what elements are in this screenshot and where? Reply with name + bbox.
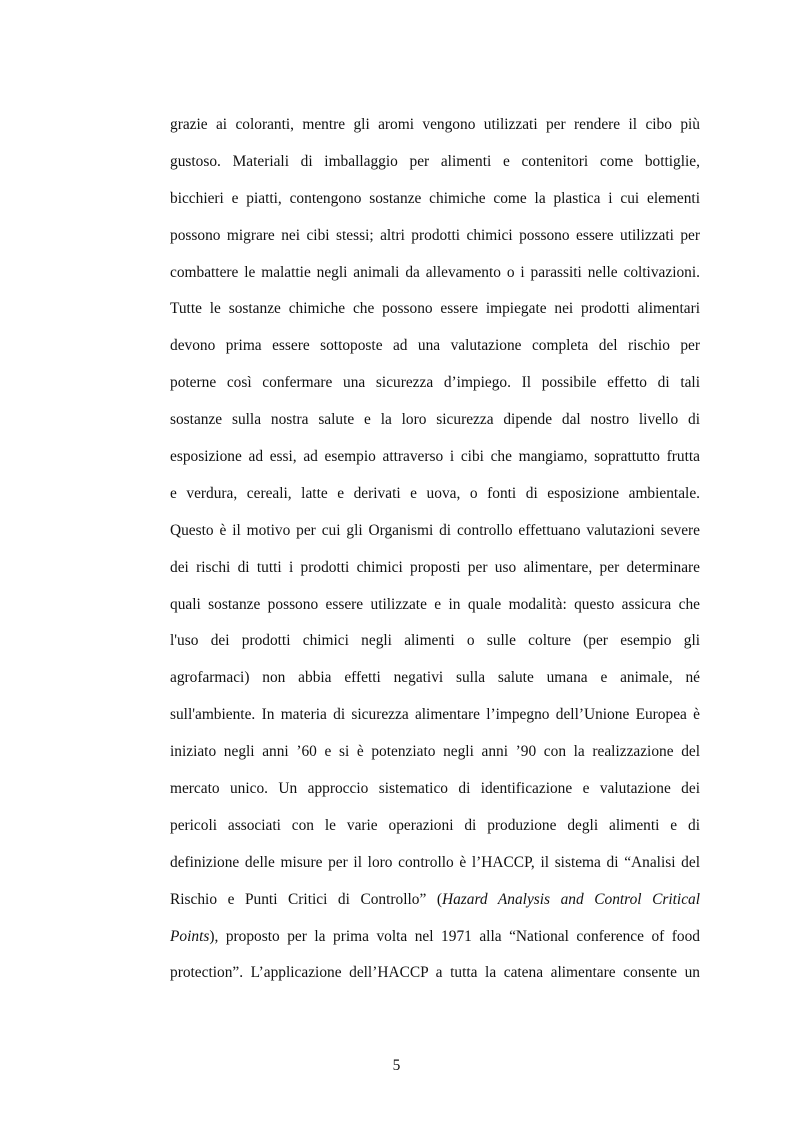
text-line: definizione delle misure per il loro controllo è l’HACCP, il sistema di “Analisi del — [170, 853, 700, 871]
text-line: pericoli associati con le varie operazioni di produzione degli alimenti e di — [170, 816, 700, 834]
text-segment: ), proposto per la prima volta nel 1971 alla “National conference of food — [209, 927, 700, 945]
text-line: Tutte le sostanze chimiche che possono essere impiegate nei prodotti alimentari — [170, 300, 700, 318]
text-line — [170, 882, 700, 919]
text-line: bicchieri e piatti, contengono sostanze chimiche come la plastica i cui elementi — [170, 189, 700, 207]
text-line: possono migrare nei cibi stessi; altri prodotti chimici possono essere utilizzati per — [170, 226, 700, 244]
text-line: poterne così confermare una sicurezza d’impiego. Il possibile effetto di tali — [170, 374, 700, 392]
italic-term: Hazard Analysis and Control Critical — [441, 890, 701, 908]
text-line: agrofarmaci) non abbia effetti negativi sulla salute umana e animale, né — [170, 669, 700, 687]
text-line: mercato unico. Un approccio sistematico di identificazione e valutazione dei — [170, 780, 700, 798]
page-number: 5 — [392, 1057, 401, 1074]
text-line — [170, 919, 700, 956]
text-line: iniziato negli anni ’60 e si è potenziato negli anni ’90 con la realizzazione del — [170, 743, 700, 761]
text-line: protection”. L’applicazione dell’HACCP a tutta la catena alimentare consente un — [170, 964, 700, 982]
text-line: combattere le malattie negli animali da allevamento o i parassiti nelle coltivazioni. — [170, 263, 700, 281]
body-text — [170, 107, 700, 992]
text-line: dei rischi di tutti i prodotti chimici proposti per uso alimentare, per determinare — [170, 558, 700, 576]
text-line: e verdura, cereali, latte e derivati e uova, o fonti di esposizione ambientale. — [170, 484, 700, 502]
italic-term: Points — [170, 927, 210, 945]
text-line: sostanze sulla nostra salute e la loro sicurezza dipende dal nostro livello di — [170, 411, 700, 429]
text-line: esposizione ad essi, ad esempio attraverso i cibi che mangiamo, soprattutto frutta — [170, 448, 700, 466]
text-segment: Rischio e Punti Critici di Controllo” ( — [170, 890, 442, 908]
text-line: sull'ambiente. In materia di sicurezza alimentare l’impegno dell’Unione Europea è — [170, 706, 700, 724]
text-line: quali sostanze possono essere utilizzate e in quale modalità: questo assicura che — [170, 595, 700, 613]
text-line: gustoso. Materiali di imballaggio per alimenti e contenitori come bottiglie, — [170, 152, 700, 170]
text-line: Questo è il motivo per cui gli Organismi di controllo effettuano valutazioni severe — [170, 521, 700, 539]
text-line: l'uso dei prodotti chimici negli alimenti o sulle colture (per esempio gli — [170, 632, 700, 650]
text-line: devono prima essere sottoposte ad una valutazione completa del rischio per — [170, 337, 700, 355]
text-line: grazie ai coloranti, mentre gli aromi vengono utilizzati per rendere il cibo più — [170, 116, 700, 133]
